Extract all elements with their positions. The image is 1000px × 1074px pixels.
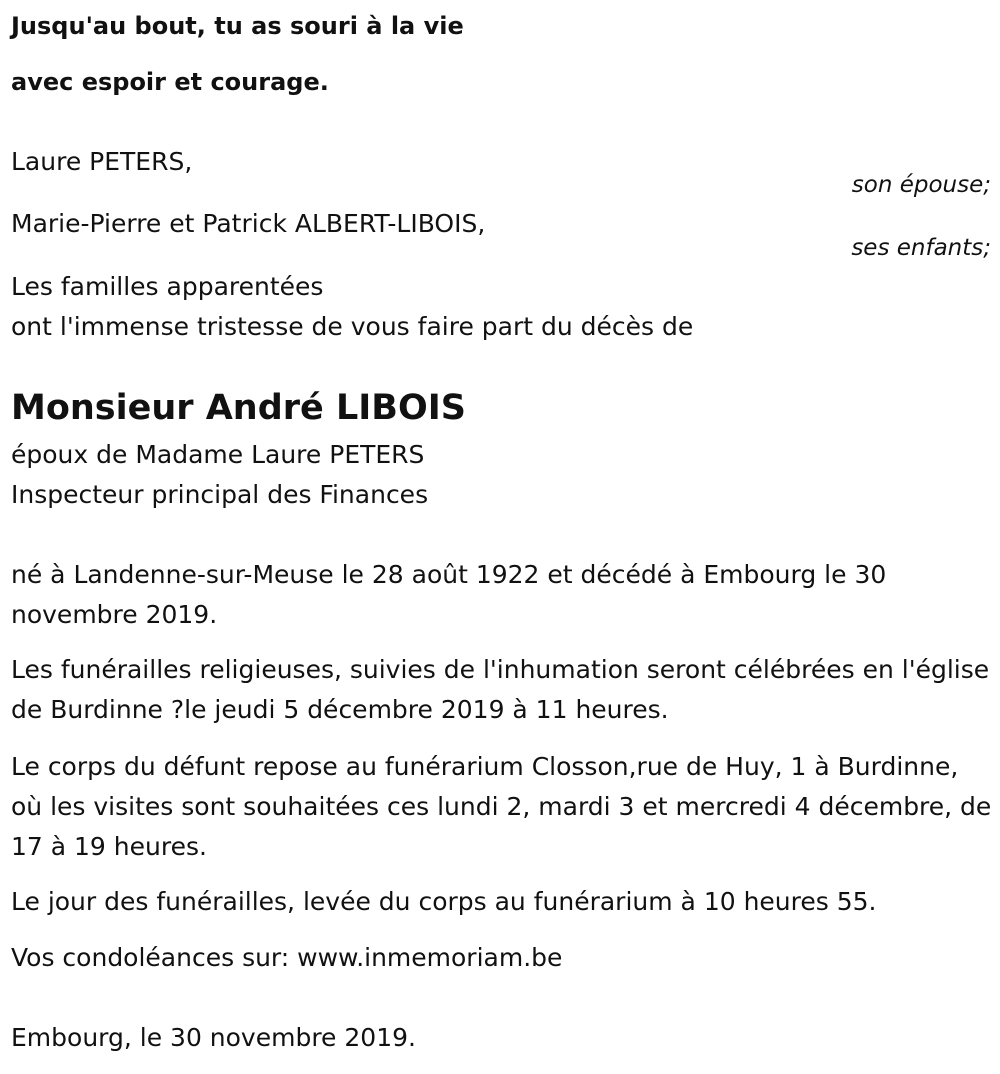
deceased-name: Monsieur André LIBOIS bbox=[11, 388, 466, 428]
epigraph-line-1: Jusqu'au bout, tu as souri à la vie bbox=[11, 12, 464, 40]
departure-paragraph: Le jour des funérailles, levée du corps au funérarium à 10 heures 55. bbox=[11, 887, 877, 916]
spouse-name: Laure PETERS, bbox=[11, 147, 193, 176]
visitation-paragraph: Le corps du défunt repose au funérarium Closson,rue de Huy, 1 à Burdinne, où les visites sont souhaitées ces lundi 2, mardi 3 et mercredi 4 décembre, de 17 à 19 heures. bbox=[11, 752, 992, 861]
deceased-title: Inspecteur principal des Finances bbox=[11, 480, 429, 509]
funeral-paragraph: Les funérailles religieuses, suivies de l'inhumation seront célébrées en l'église de Burdinne ?le jeudi 5 décembre 2019 à 11 heures. bbox=[11, 655, 990, 724]
announcement-line: ont l'immense tristesse de vous faire part du décès de bbox=[11, 312, 694, 341]
deceased-spouse-of: époux de Madame Laure PETERS bbox=[11, 440, 425, 469]
children-role: ses enfants; bbox=[851, 235, 991, 261]
relatives-line: Les familles apparentées bbox=[11, 272, 324, 301]
place-date: Embourg, le 30 novembre 2019. bbox=[11, 1023, 416, 1052]
epigraph-line-2: avec espoir et courage. bbox=[11, 68, 329, 96]
spouse-role: son épouse; bbox=[851, 172, 991, 198]
condolences-paragraph: Vos condoléances sur: www.inmemoriam.be bbox=[11, 943, 563, 972]
birth-death-paragraph: né à Landenne-sur-Meuse le 28 août 1922 et décédé à Embourg le 30 novembre 2019. bbox=[11, 560, 887, 629]
children-names: Marie-Pierre et Patrick ALBERT-LIBOIS, bbox=[11, 209, 486, 238]
